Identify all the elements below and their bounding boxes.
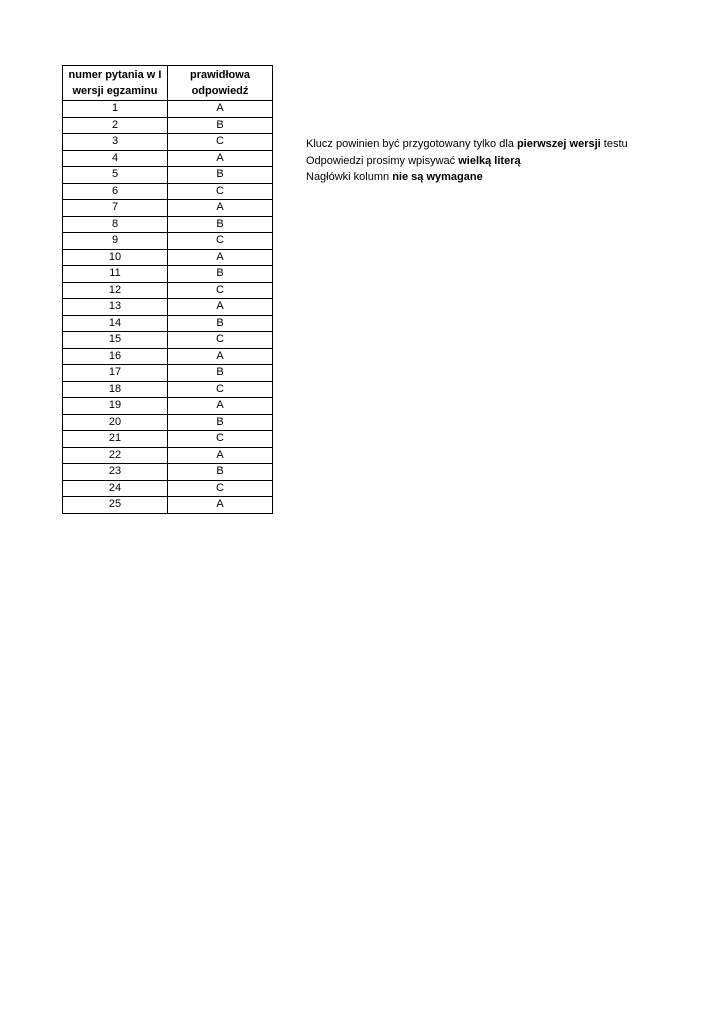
answer-cell: B [168, 167, 273, 184]
question-number-cell: 20 [63, 414, 168, 431]
header-correct-answer: prawidłowa odpowiedź [168, 66, 273, 101]
question-number-cell: 11 [63, 266, 168, 283]
answer-cell: B [168, 414, 273, 431]
question-number-cell: 12 [63, 282, 168, 299]
question-number-cell: 7 [63, 200, 168, 217]
instructions [306, 136, 628, 186]
answer-key-table [62, 65, 273, 514]
answer-cell: B [168, 464, 273, 481]
instruction-emphasis: nie są wymagane [392, 171, 483, 183]
table-header-row [63, 66, 273, 101]
answer-cell: A [168, 447, 273, 464]
answer-cell: B [168, 365, 273, 382]
instruction-text: testu [600, 138, 628, 150]
table-row [63, 447, 273, 464]
answer-cell: C [168, 332, 273, 349]
table-row [63, 266, 273, 283]
question-number-cell: 6 [63, 183, 168, 200]
table-row [63, 464, 273, 481]
answer-cell: A [168, 200, 273, 217]
answer-cell: A [168, 398, 273, 415]
table-row [63, 398, 273, 415]
question-number-cell: 18 [63, 381, 168, 398]
question-number-cell: 8 [63, 216, 168, 233]
question-number-cell: 24 [63, 480, 168, 497]
table-row [63, 150, 273, 167]
answer-cell: A [168, 299, 273, 316]
instruction-emphasis: wielką literą [458, 154, 521, 167]
answer-cell: A [168, 101, 273, 118]
answer-cell: A [168, 150, 273, 167]
question-number-cell: 17 [63, 365, 168, 382]
instruction-text: Odpowiedzi prosimy wpisywać [306, 154, 459, 167]
question-number-cell: 22 [63, 447, 168, 464]
table-row [63, 282, 273, 299]
table-row [63, 315, 273, 332]
question-number-cell: 1 [63, 101, 168, 118]
table-row [63, 299, 273, 316]
answer-cell: A [168, 497, 273, 514]
question-number-cell: 13 [63, 299, 168, 316]
table-row [63, 233, 273, 250]
answer-cell: C [168, 233, 273, 250]
question-number-cell: 15 [63, 332, 168, 349]
answer-cell: B [168, 117, 273, 134]
question-number-cell: 2 [63, 117, 168, 134]
question-number-cell: 5 [63, 167, 168, 184]
table-row [63, 200, 273, 217]
answer-cell: B [168, 315, 273, 332]
answer-cell: C [168, 134, 273, 151]
table-row [63, 431, 273, 448]
answer-cell: B [168, 216, 273, 233]
question-number-cell: 21 [63, 431, 168, 448]
answer-cell: A [168, 249, 273, 266]
table-row [63, 365, 273, 382]
question-number-cell: 10 [63, 249, 168, 266]
answer-cell: B [168, 266, 273, 283]
instruction-line [306, 169, 628, 186]
table-row [63, 332, 273, 349]
table-row [63, 348, 273, 365]
table-row [63, 480, 273, 497]
table-row [63, 134, 273, 151]
table-row [63, 381, 273, 398]
question-number-cell: 4 [63, 150, 168, 167]
table-row [63, 497, 273, 514]
question-number-cell: 19 [63, 398, 168, 415]
table-row [63, 414, 273, 431]
table-body [63, 101, 273, 514]
question-number-cell: 9 [63, 233, 168, 250]
instruction-text: Nagłówki kolumn [306, 171, 393, 183]
instruction-emphasis: pierwszej wersji [516, 138, 601, 150]
table-row [63, 183, 273, 200]
question-number-cell: 23 [63, 464, 168, 481]
answer-cell: A [168, 348, 273, 365]
table-row [63, 101, 273, 118]
header-question-number: numer pytania w I wersji egzaminu [63, 66, 168, 101]
instruction-line [306, 136, 628, 153]
instruction-text: Klucz powinien być przygotowany tylko dla [306, 138, 517, 150]
answer-cell: C [168, 480, 273, 497]
answer-cell: C [168, 183, 273, 200]
question-number-cell: 25 [63, 497, 168, 514]
table-row [63, 117, 273, 134]
table-row [63, 216, 273, 233]
question-number-cell: 3 [63, 134, 168, 151]
answer-cell: C [168, 381, 273, 398]
instruction-line [306, 153, 628, 170]
question-number-cell: 14 [63, 315, 168, 332]
answer-cell: C [168, 282, 273, 299]
table-row [63, 167, 273, 184]
answer-cell: C [168, 431, 273, 448]
table-row [63, 249, 273, 266]
question-number-cell: 16 [63, 348, 168, 365]
